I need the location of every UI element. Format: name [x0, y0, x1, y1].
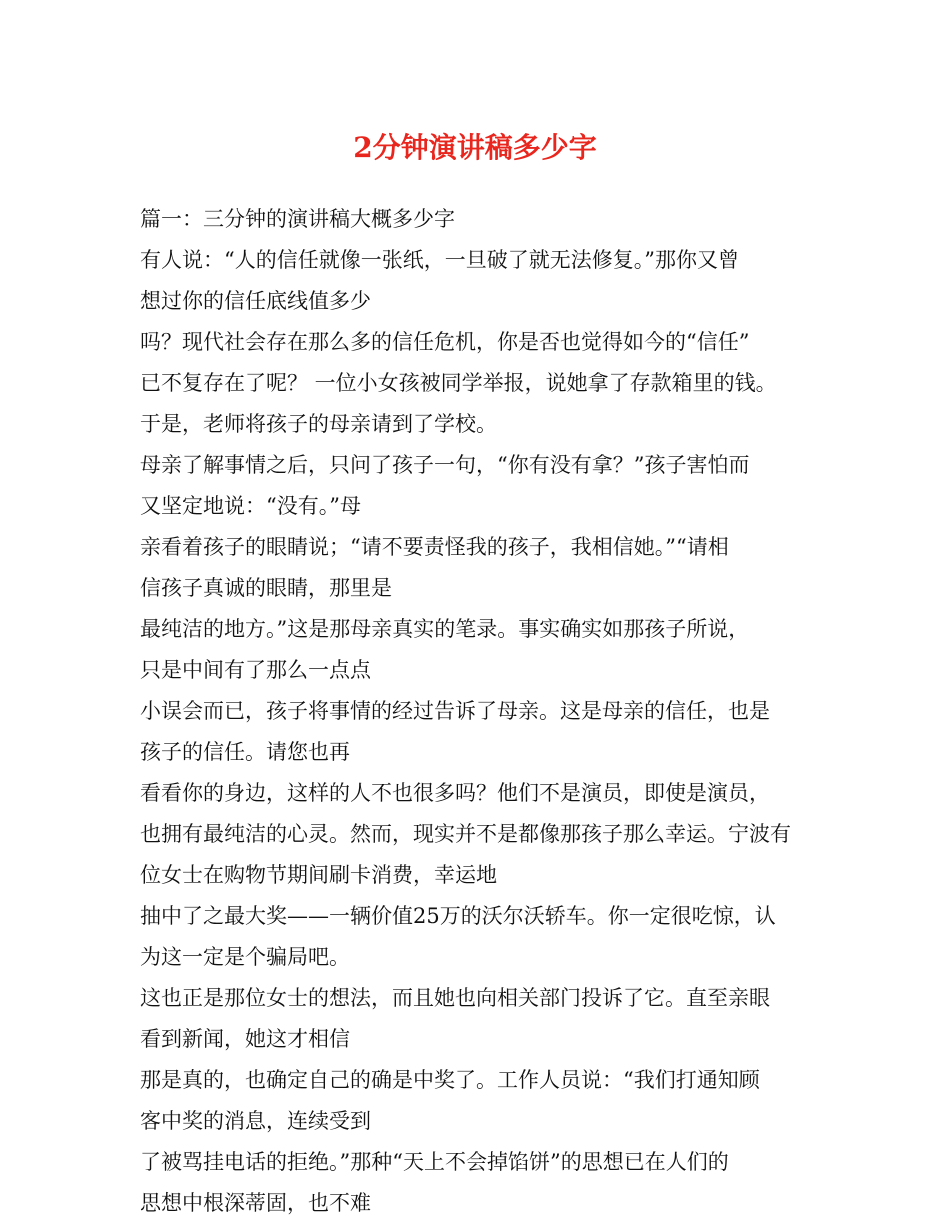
text-line: 客中奖的消息，连续受到 — [140, 1109, 371, 1133]
text-line: 小误会而已，孩子将事情的经过告诉了母亲。这是母亲的信任，也是 — [140, 699, 770, 723]
text-line: 孩子的信任。请您也再 — [140, 740, 350, 764]
text-line: 有人说：“人的信任就像一张纸，一旦破了就无法修复。”那你又曾 — [140, 248, 739, 272]
text-line: 思想中根深蒂固，也不难 — [140, 1191, 371, 1215]
text-line: 看看你的身边，这样的人不也很多吗？他们不是演员，即使是演员， — [140, 781, 770, 805]
text-line: 最纯洁的地方。”这是那母亲真实的笔录。事实确实如那孩子所说， — [140, 617, 750, 641]
text-line: 了被骂挂电话的拒绝。”那种“天上不会掉馅饼”的思想已在人们的 — [140, 1150, 729, 1174]
text-line: 为这一定是个骗局吧。 — [140, 945, 350, 969]
text-line: 想过你的信任底线值多少 — [140, 289, 371, 313]
text-line: 那是真的，也确定自己的确是中奖了。工作人员说：“我们打通知顾 — [140, 1068, 760, 1092]
text-line: 信孩子真诚的眼睛，那里是 — [140, 576, 392, 600]
text-line: 也拥有最纯洁的心灵。然而，现实并不是都像那孩子那么幸运。宁波有 — [140, 822, 791, 846]
text-line: 吗？现代社会存在那么多的信任危机，你是否也觉得如今的“信任” — [140, 330, 750, 354]
text-line: 于是，老师将孩子的母亲请到了学校。 — [140, 412, 497, 436]
text-line: 抽中了之最大奖——一辆价值25万的沃尔沃轿车。你一定很吃惊，认 — [140, 904, 776, 928]
section-heading: 篇一：三分钟的演讲稿大概多少字 — [140, 207, 455, 231]
text-line: 已不复存在了呢？ 一位小女孩被同学举报，说她拿了存款箱里的钱。 — [140, 371, 777, 395]
text-line: 只是中间有了那么一点点 — [140, 658, 371, 682]
text-line: 母亲了解事情之后，只问了孩子一句，“你有没有拿？”孩子害怕而 — [140, 453, 750, 477]
text-line: 亲看着孩子的眼睛说；“请不要责怪我的孩子，我相信她。”“请相 — [140, 535, 729, 559]
text-line: 这也正是那位女士的想法，而且她也向相关部门投诉了它。直至亲眼 — [140, 986, 770, 1010]
text-line: 位女士在购物节期间刷卡消费，幸运地 — [140, 863, 497, 887]
document-body — [140, 204, 812, 1219]
text-line: 看到新闻，她这才相信 — [140, 1027, 350, 1051]
document-title: 2分钟演讲稿多少字 — [353, 131, 597, 164]
text-line: 又坚定地说：“没有。”母 — [140, 494, 361, 518]
